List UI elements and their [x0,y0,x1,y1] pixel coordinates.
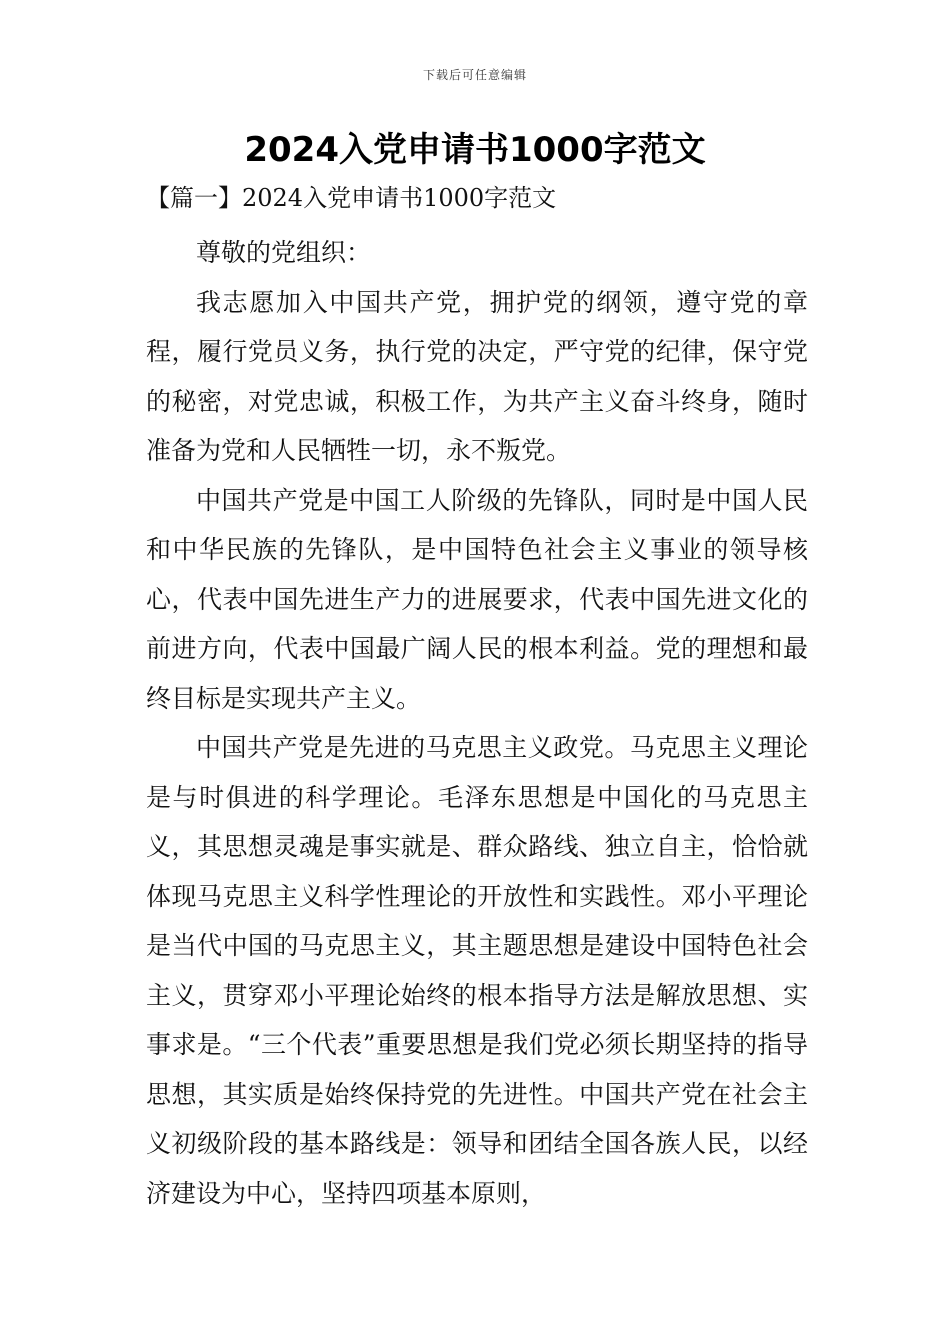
header-note: 下载后可任意编辑 [422,68,527,82]
section-heading: 【篇一】2024入党申请书1000字范文 [146,184,557,212]
salutation: 尊敬的党组织： [196,238,372,267]
document-body [146,228,808,1218]
paragraph-1: 我志愿加入中国共产党，拥护党的纲领，遵守党的章程，履行党员义务，执行党的决定，严守党的纪律，保守党的秘密，对党忠诚，积极工作，为共产主义奋斗终身，随时准备为党和人民牺牲一切，永不叛党。 [146,287,808,465]
paragraph-2: 中国共产党是中国工人阶级的先锋队，同时是中国人民和中华民族的先锋队，是中国特色社会主义事业的领导核心，代表中国先进生产力的进展要求，代表中国先进文化的前进方向，代表中国最广阔人民的根本利益。党的理想和最终目标是实现共产主义。 [146,485,808,713]
paragraph-3: 中国共产党是先进的马克思主义政党。马克思主义理论是与时俱进的科学理论。毛泽东思想是中国化的马克思主义，其思想灵魂是事实就是、群众路线、独立自主，恰恰就体现马克思主义科学性理论的开放性和实践性。邓小平理论是当代中国的马克思主义，其主题思想是建设中国特色社会主义，贯穿邓小平理论始终的根本指导方法是解放思想、实事求是。“三个代表”重要思想是我们党必须长期坚持的指导思想，其实质是始终保持党的先进性。中国共产党在社会主义初级阶段的基本路线是：领导和团结全国各族人民，以经济建设为中心，坚持四项基本原则， [146,733,808,1208]
document-title: 2024入党申请书1000字范文 [244,130,706,170]
